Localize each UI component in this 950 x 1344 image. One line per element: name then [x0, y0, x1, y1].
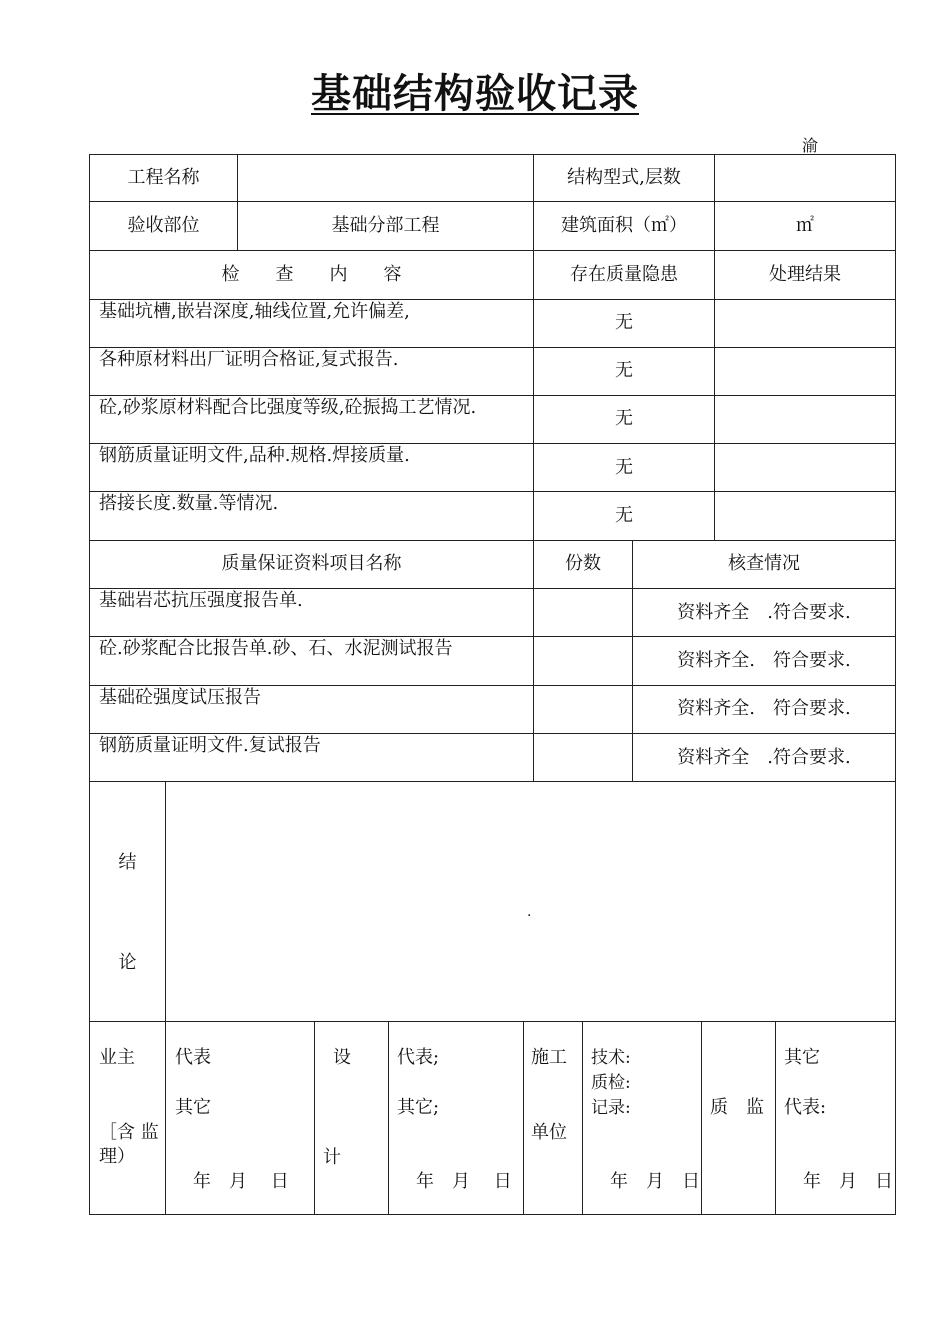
owner-label-line1: 业主: [99, 1047, 135, 1068]
document-title: 基础结构验收记录: [311, 71, 639, 117]
materials-name-header: 质量保证资料项目名称: [221, 553, 402, 574]
location-value[interactable]: 基础分部工程: [331, 215, 440, 236]
materials-row-check[interactable]: 资料齐全. 符合要求.: [677, 698, 851, 719]
construction-label-line2: 单位: [531, 1122, 567, 1143]
inspection-row-content: 砼,砂浆原材料配合比强度等级,砼振捣工艺情况.: [99, 397, 477, 418]
materials-row-name: 基础岩芯抗压强度报告单.: [99, 590, 303, 611]
materials-row-name: 砼.砂浆配合比报告单.砂、石、水泥测试报告: [99, 638, 453, 659]
inspection-row-content: 基础坑槽,嵌岩深度,轴线位置,允许偏差,: [99, 301, 410, 322]
materials-row-check[interactable]: 资料齐全 .符合要求.: [677, 747, 851, 768]
inspection-row-content: 钢筋质量证明文件,品种.规格.焊接质量.: [99, 445, 410, 466]
construction-qc-field[interactable]: 质检:: [591, 1073, 631, 1093]
materials-copies-header: 份数: [565, 553, 601, 574]
design-date-field[interactable]: 年 月 日: [416, 1171, 512, 1192]
owner-label-line2: ［含 监: [99, 1122, 159, 1143]
inspection-content-header: 检 查 内 容: [221, 264, 402, 285]
construction-label-line1: 施工: [531, 1047, 567, 1068]
materials-row-name: 钢筋质量证明文件.复试报告: [99, 735, 321, 756]
construction-date-field[interactable]: 年 月 日: [610, 1171, 700, 1192]
owner-date-field[interactable]: 年 月 日: [193, 1171, 289, 1192]
conclusion-label-1: 结: [118, 852, 137, 873]
owner-other-field[interactable]: 其它: [175, 1097, 211, 1118]
acceptance-form-table: [89, 154, 896, 1215]
design-other-field[interactable]: 其它;: [397, 1097, 440, 1118]
corner-mark: 渝: [802, 136, 819, 155]
construction-tech-field[interactable]: 技术:: [591, 1048, 631, 1068]
location-label: 验收部位: [127, 215, 200, 236]
quality-supervision-label: 质 监: [710, 1097, 764, 1118]
design-label-line2: 计: [323, 1147, 341, 1168]
inspection-row-hazard[interactable]: 无: [615, 457, 633, 478]
inspection-row-hazard[interactable]: 无: [615, 312, 633, 333]
materials-row-check[interactable]: 资料齐全 .符合要求.: [677, 602, 851, 623]
materials-row-check[interactable]: 资料齐全. 符合要求.: [677, 650, 851, 671]
other-rep-field[interactable]: 代表:: [784, 1097, 827, 1118]
area-value[interactable]: ㎡: [796, 215, 814, 236]
inspection-row-hazard[interactable]: 无: [615, 360, 633, 381]
structure-label: 结构型式,层数: [567, 167, 681, 188]
owner-rep-field[interactable]: 代表: [175, 1047, 211, 1068]
materials-row-name: 基础砼强度试压报告: [99, 687, 261, 708]
inspection-row-hazard[interactable]: 无: [615, 408, 633, 429]
inspection-row-content: 搭接长度.数量.等情况.: [99, 493, 279, 514]
materials-check-header: 核查情况: [728, 553, 800, 574]
conclusion-label-2: 论: [118, 952, 137, 973]
other-party-label: 其它: [784, 1047, 820, 1068]
project-name-label: 工程名称: [127, 167, 200, 188]
conclusion-area[interactable]: .: [527, 904, 532, 920]
inspection-result-header: 处理结果: [769, 264, 841, 285]
inspection-hazard-header: 存在质量隐患: [570, 264, 678, 285]
area-label: 建筑面积（㎡）: [561, 215, 687, 236]
inspection-row-hazard[interactable]: 无: [615, 505, 633, 526]
owner-label-line3: 理）: [99, 1146, 135, 1167]
design-rep-field[interactable]: 代表;: [397, 1047, 440, 1068]
design-label-line1: 设: [333, 1047, 351, 1068]
inspection-row-content: 各种原材料出厂证明合格证,复式报告.: [99, 349, 399, 370]
other-date-field[interactable]: 年 月 日: [803, 1171, 893, 1192]
construction-record-field[interactable]: 记录:: [591, 1098, 631, 1118]
